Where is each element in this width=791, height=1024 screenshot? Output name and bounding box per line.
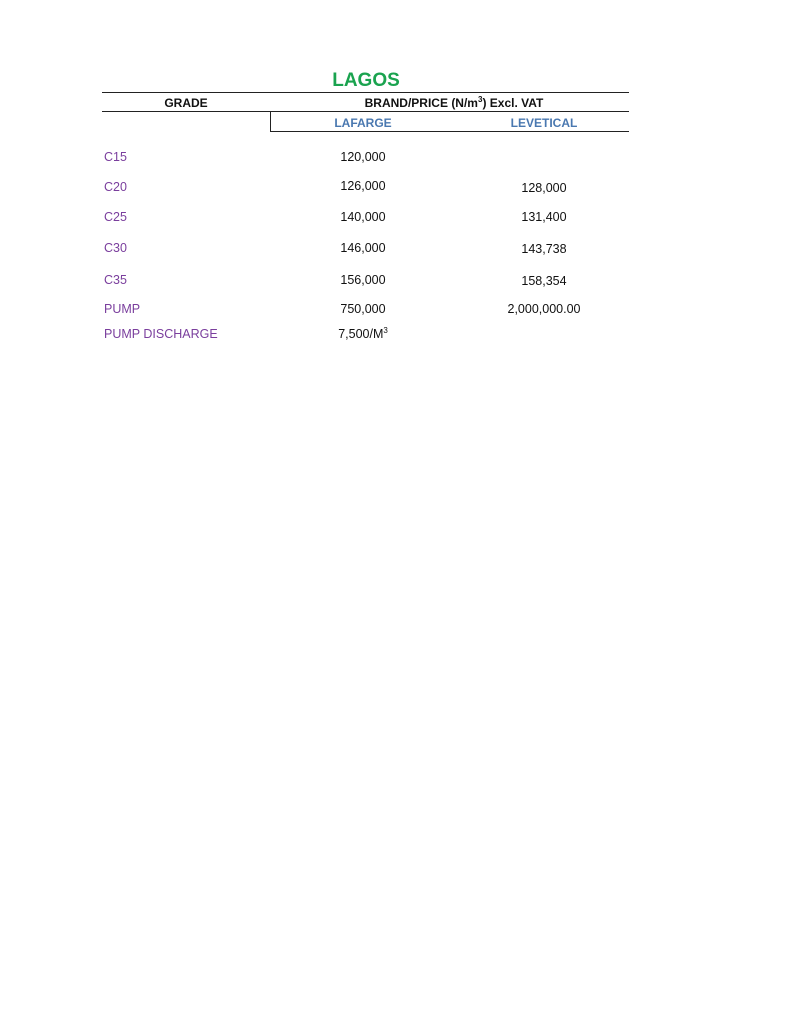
grade-column-header: GRADE	[164, 96, 208, 110]
page-title: LAGOS	[332, 70, 400, 91]
levetical-price-cell: 2,000,000.00	[507, 302, 581, 316]
levetical-price-cell: 158,354	[521, 274, 567, 288]
brand-levetical-header: LEVETICAL	[510, 116, 578, 130]
levetical-price-cell: 143,738	[521, 242, 567, 256]
brand-price-header: BRAND/PRICE $(N/m^3)$ Excl. VAT	[364, 95, 544, 110]
lafarge-price-cell: 140,000	[340, 210, 386, 224]
grade-cell: C15	[104, 150, 127, 164]
lafarge-price-cell: 146,000	[340, 241, 386, 255]
lafarge-price-cell: 156,000	[340, 273, 386, 287]
brand-lafarge-header: LAFARGE	[334, 116, 392, 130]
grade-cell: C35	[104, 273, 127, 287]
lafarge-price-cell: 120,000	[340, 150, 386, 164]
levetical-price-cell: 131,400	[521, 210, 567, 224]
pump-discharge-label: PUMP DISCHARGE	[104, 327, 218, 341]
pump-discharge-value: $7,500/M^3$	[338, 325, 388, 341]
lafarge-price-cell: 750,000	[340, 302, 386, 316]
grade-cell: C20	[104, 180, 127, 194]
grade-cell: PUMP	[104, 302, 141, 316]
header-bottom-rule	[270, 131, 629, 132]
lafarge-price-cell: 126,000	[340, 179, 386, 193]
grade-cell: C25	[104, 210, 127, 224]
grade-cell: C30	[104, 241, 127, 255]
header-middle-rule	[102, 111, 629, 112]
header-divider	[270, 111, 271, 131]
levetical-price-cell: 128,000	[521, 181, 567, 195]
header-top-rule	[102, 92, 629, 93]
